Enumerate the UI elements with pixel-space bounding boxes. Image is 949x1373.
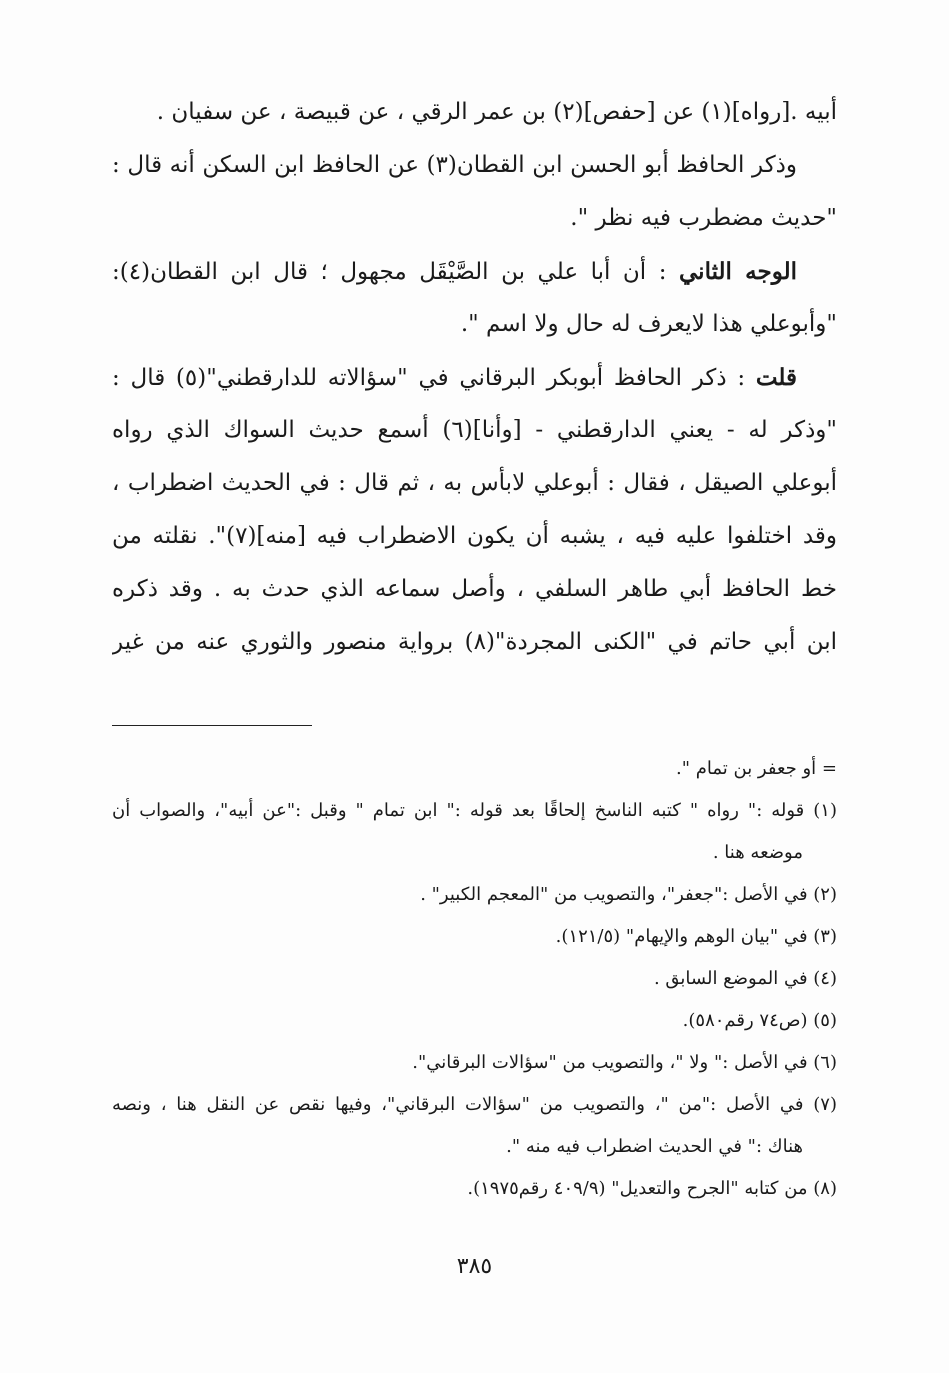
footnote: (٢) في الأصل :"جعفر"، والتصويب من "المعجم الكبير" .	[420, 884, 837, 905]
footnote-continuation: موضعه هنا .	[712, 842, 803, 863]
text-span: : أن أبا علي بن الصَّيْقَل مجهول ؛ قال ابن القطان(٤):	[112, 259, 680, 285]
footnote: (٨) من كتابه "الجرح والتعديل" (٤٠٩/٩ رقم١٩٧٥).	[467, 1178, 837, 1199]
text-line: "حديث مضطرب فيه نظر ".	[570, 205, 837, 231]
footnotes	[112, 748, 837, 1210]
qultu-heading: قلت	[755, 364, 798, 391]
footnote: (٣) في "بيان الوهم والإيهام" (١٢١/٥).	[555, 926, 837, 947]
footnote-continuation: هناك :" في الحديث اضطراب فيه منه ".	[506, 1136, 803, 1157]
text-line: خط الحافظ أبي طاهر السلفي ، وأصل سماعه الذي حدث به . وقد ذكره	[112, 576, 837, 602]
text-line: "وأبوعلي هذا لايعرف له حال ولا اسم ".	[460, 311, 837, 337]
section-heading: الوجه الثاني	[679, 258, 797, 285]
footnote: (٥) (ص٧٤ رقم٥٨٠).	[682, 1010, 837, 1031]
text-span: : ذكر الحافظ أبوبكر البرقاني في "سؤالاته للدارقطني"(٥) قال :	[112, 365, 756, 391]
footnote: = أو جعفر بن تمام ".	[676, 758, 837, 779]
text-line: أبوعلي الصيقل ، فقال : أبوعلي لابأس به ، ثم قال : في الحديث اضطراب ،	[112, 470, 837, 496]
text-line: ابن أبي حاتم في "الكنى المجردة"(٨) برواية منصور والثوري عنه من غير	[112, 629, 837, 655]
text-line: وقد اختلفوا عليه فيه ، يشبه أن يكون الاضطراب فيه [منه](٧)". نقلته من	[112, 523, 837, 549]
text-line	[112, 351, 837, 404]
page-number: ٣٨٥	[456, 1254, 493, 1279]
text-line: وذكر الحافظ أبو الحسن ابن القطان(٣) عن الحافظ ابن السكن أنه قال :	[112, 152, 797, 178]
text-line	[112, 245, 837, 298]
text-line: "وذكر له - يعني الدارقطني - [وأنا](٦) أسمع حديث السواك الذي رواه	[112, 417, 837, 443]
footnote: (٦) في الأصل :" ولا "، والتصويب من "سؤالات البرقاني".	[412, 1052, 837, 1073]
text-line: أبيه .[رواه](١) عن [حفص](٢) بن عمر الرقي ، عن قبيصة ، عن سفيان .	[156, 99, 837, 125]
footnote: (١) قوله :" رواه " كتبه الناسخ إلحاقًا بعد قوله :" ابن تمام " وقبل :"عن أبيه"، والصواب أن	[112, 800, 837, 821]
footnote: (٧) في الأصل :"من "، والتصويب من "سؤالات البرقاني"، وفيها نقص عن النقل هنا ، ونصه	[112, 1094, 837, 1115]
footnote-separator	[112, 725, 312, 726]
footnote: (٤) في الموضع السابق .	[653, 968, 837, 989]
main-text	[112, 86, 837, 669]
